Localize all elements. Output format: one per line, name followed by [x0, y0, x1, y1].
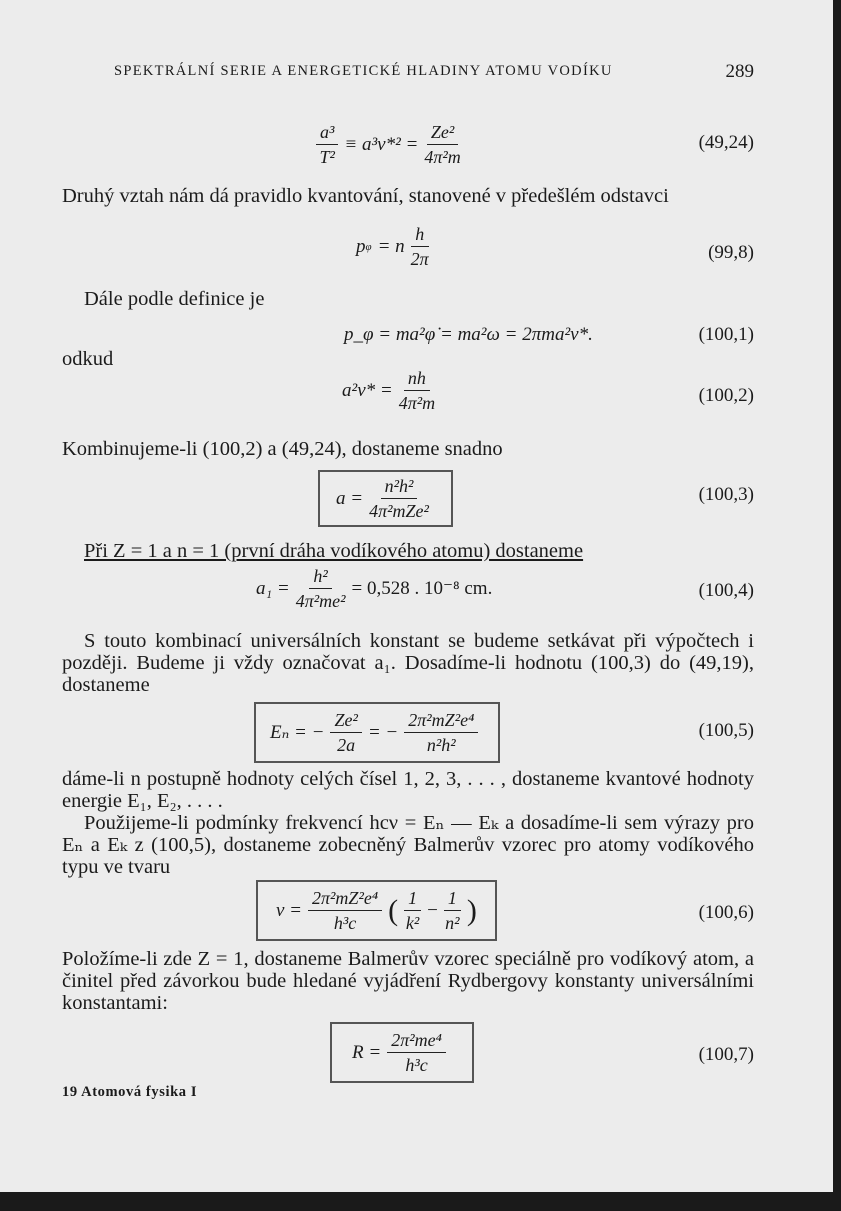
equation-number: (99,8): [708, 242, 754, 263]
equation-number: (100,4): [698, 580, 754, 601]
equation-49-24: $\frac{\text{a³}}{\text{T²}}$ ≡ a³ν*² = $\frac{\text{Ze²}}{\text{4π²m}}$ (49,24): [0, 122, 841, 162]
page-number: 289: [725, 61, 754, 82]
fraction: $\frac{\text{a³}}{\text{T²}}$: [316, 122, 338, 167]
equation-100-6: ν = $\frac{\text{2π²mZ²e⁴}}{\text{h³c}}$ ( $\frac{1}{\text{k²}}$ − $\frac{1}{\text{n²}}$ ) (100,6): [0, 880, 841, 940]
fraction: $\frac{\text{Ze²}}{2a}$: [330, 710, 361, 755]
equation-number: (100,6): [698, 902, 754, 923]
paragraph: Dále podle definice je: [84, 288, 265, 310]
equation-number: (100,7): [698, 1044, 754, 1065]
paragraph: Položíme-li zde Z = 1, dostaneme Balmerův vzorec speciálně pro vodíkový atom, a činitel před závorkou bude hledané vyjádření Rydbergovy konstanty universálními konstantami:: [62, 948, 754, 1014]
fraction: $\frac{\text{2π²me⁴}}{\text{h³c}}$: [387, 1030, 446, 1075]
running-title: SPEKTRÁLNÍ SERIE A ENERGETICKÉ HLADINY ATOMU VODÍKU: [114, 63, 613, 79]
paragraph: Druhý vztah nám dá pravidlo kvantování, stanovené v předešlém odstavci: [62, 185, 669, 207]
fraction: $\frac{1}{\text{n²}}$: [445, 888, 460, 933]
equation-100-3: a = $\frac{\text{n²h²}}{\text{4π²mZe²}}$ (100,3): [0, 470, 841, 526]
equation-number: (100,2): [698, 385, 754, 406]
paragraph: Použijeme-li podmínky frekvencí hcν = Eₙ — Eₖ a dosadíme-li sem výrazy pro Eₙ a Eₖ z (100,5), dostaneme zobecněný Balmerův vzorec pro atomy vodíkového typu ve tvaru: [62, 812, 754, 878]
paragraph: Při Z = 1 a n = 1 (první dráha vodíkového atomu) dostaneme: [84, 540, 584, 562]
equation-number: (100,1): [698, 324, 754, 345]
equation-100-5: Eₙ = − $\frac{\text{Ze²}}{2a}$ = − $\frac{\text{2π²mZ²e⁴}}{\text{n²h²}}$ (100,5): [0, 702, 841, 758]
fraction: $\frac{\text{2π²mZ²e⁴}}{\text{n²h²}}$: [404, 710, 478, 755]
fraction: $\frac{h}{2\pi}$: [410, 224, 429, 269]
equation-100-2: a²ν* = $\frac{nh}{\text{4π²m}}$ (100,2): [342, 368, 754, 413]
running-header: [114, 63, 754, 80]
equation-99-8: p φ = n $\frac{h}{2\pi}$ (99,8): [356, 224, 754, 269]
equation-number: (100,3): [698, 484, 754, 505]
paragraph: Kombinujeme-li (100,2) a (49,24), dostaneme snadno: [62, 438, 503, 460]
fraction: $\frac{\text{2π²mZ²e⁴}}{\text{h³c}}$: [308, 888, 382, 933]
equation-100-1: p_φ = ma²φ̇ = ma²ω = 2πma²ν*. (100,1): [344, 324, 754, 345]
equation-100-7: R = $\frac{\text{2π²me⁴}}{\text{h³c}}$ (100,7): [0, 1022, 841, 1082]
fraction: $\frac{\text{Ze²}}{\text{4π²m}}$: [424, 122, 461, 167]
fraction: $\frac{\text{n²h²}}{\text{4π²mZe²}}$: [369, 476, 429, 521]
paragraph: S touto kombinací universálních konstant se budeme setkávat při výpočtech i později. Budeme ji vždy označovat a₁. Dosadíme-li hodnotu (100,3) do (49,19), dostaneme: [62, 630, 754, 696]
paragraph: odkud: [62, 348, 114, 370]
footer-signature: 19 Atomová fysika I: [62, 1084, 198, 1100]
fraction: $\frac{1}{\text{k²}}$: [405, 888, 420, 933]
paragraph: dáme-li n postupně hodnoty celých čísel 1, 2, 3, . . . , dostaneme kvantové hodnoty energie E₁, E₂, . . . .: [62, 768, 754, 812]
equation-number: (49,24): [698, 132, 754, 153]
equation-100-4: a₁ = $\frac{\text{h²}}{\text{4π²me²}}$ = 0,528 . 10⁻⁸ cm. (100,4): [256, 566, 754, 611]
fraction: $\frac{nh}{\text{4π²m}}$: [398, 368, 436, 413]
fraction: $\frac{\text{h²}}{\text{4π²me²}}$: [295, 566, 346, 611]
equation-number: (100,5): [698, 720, 754, 741]
